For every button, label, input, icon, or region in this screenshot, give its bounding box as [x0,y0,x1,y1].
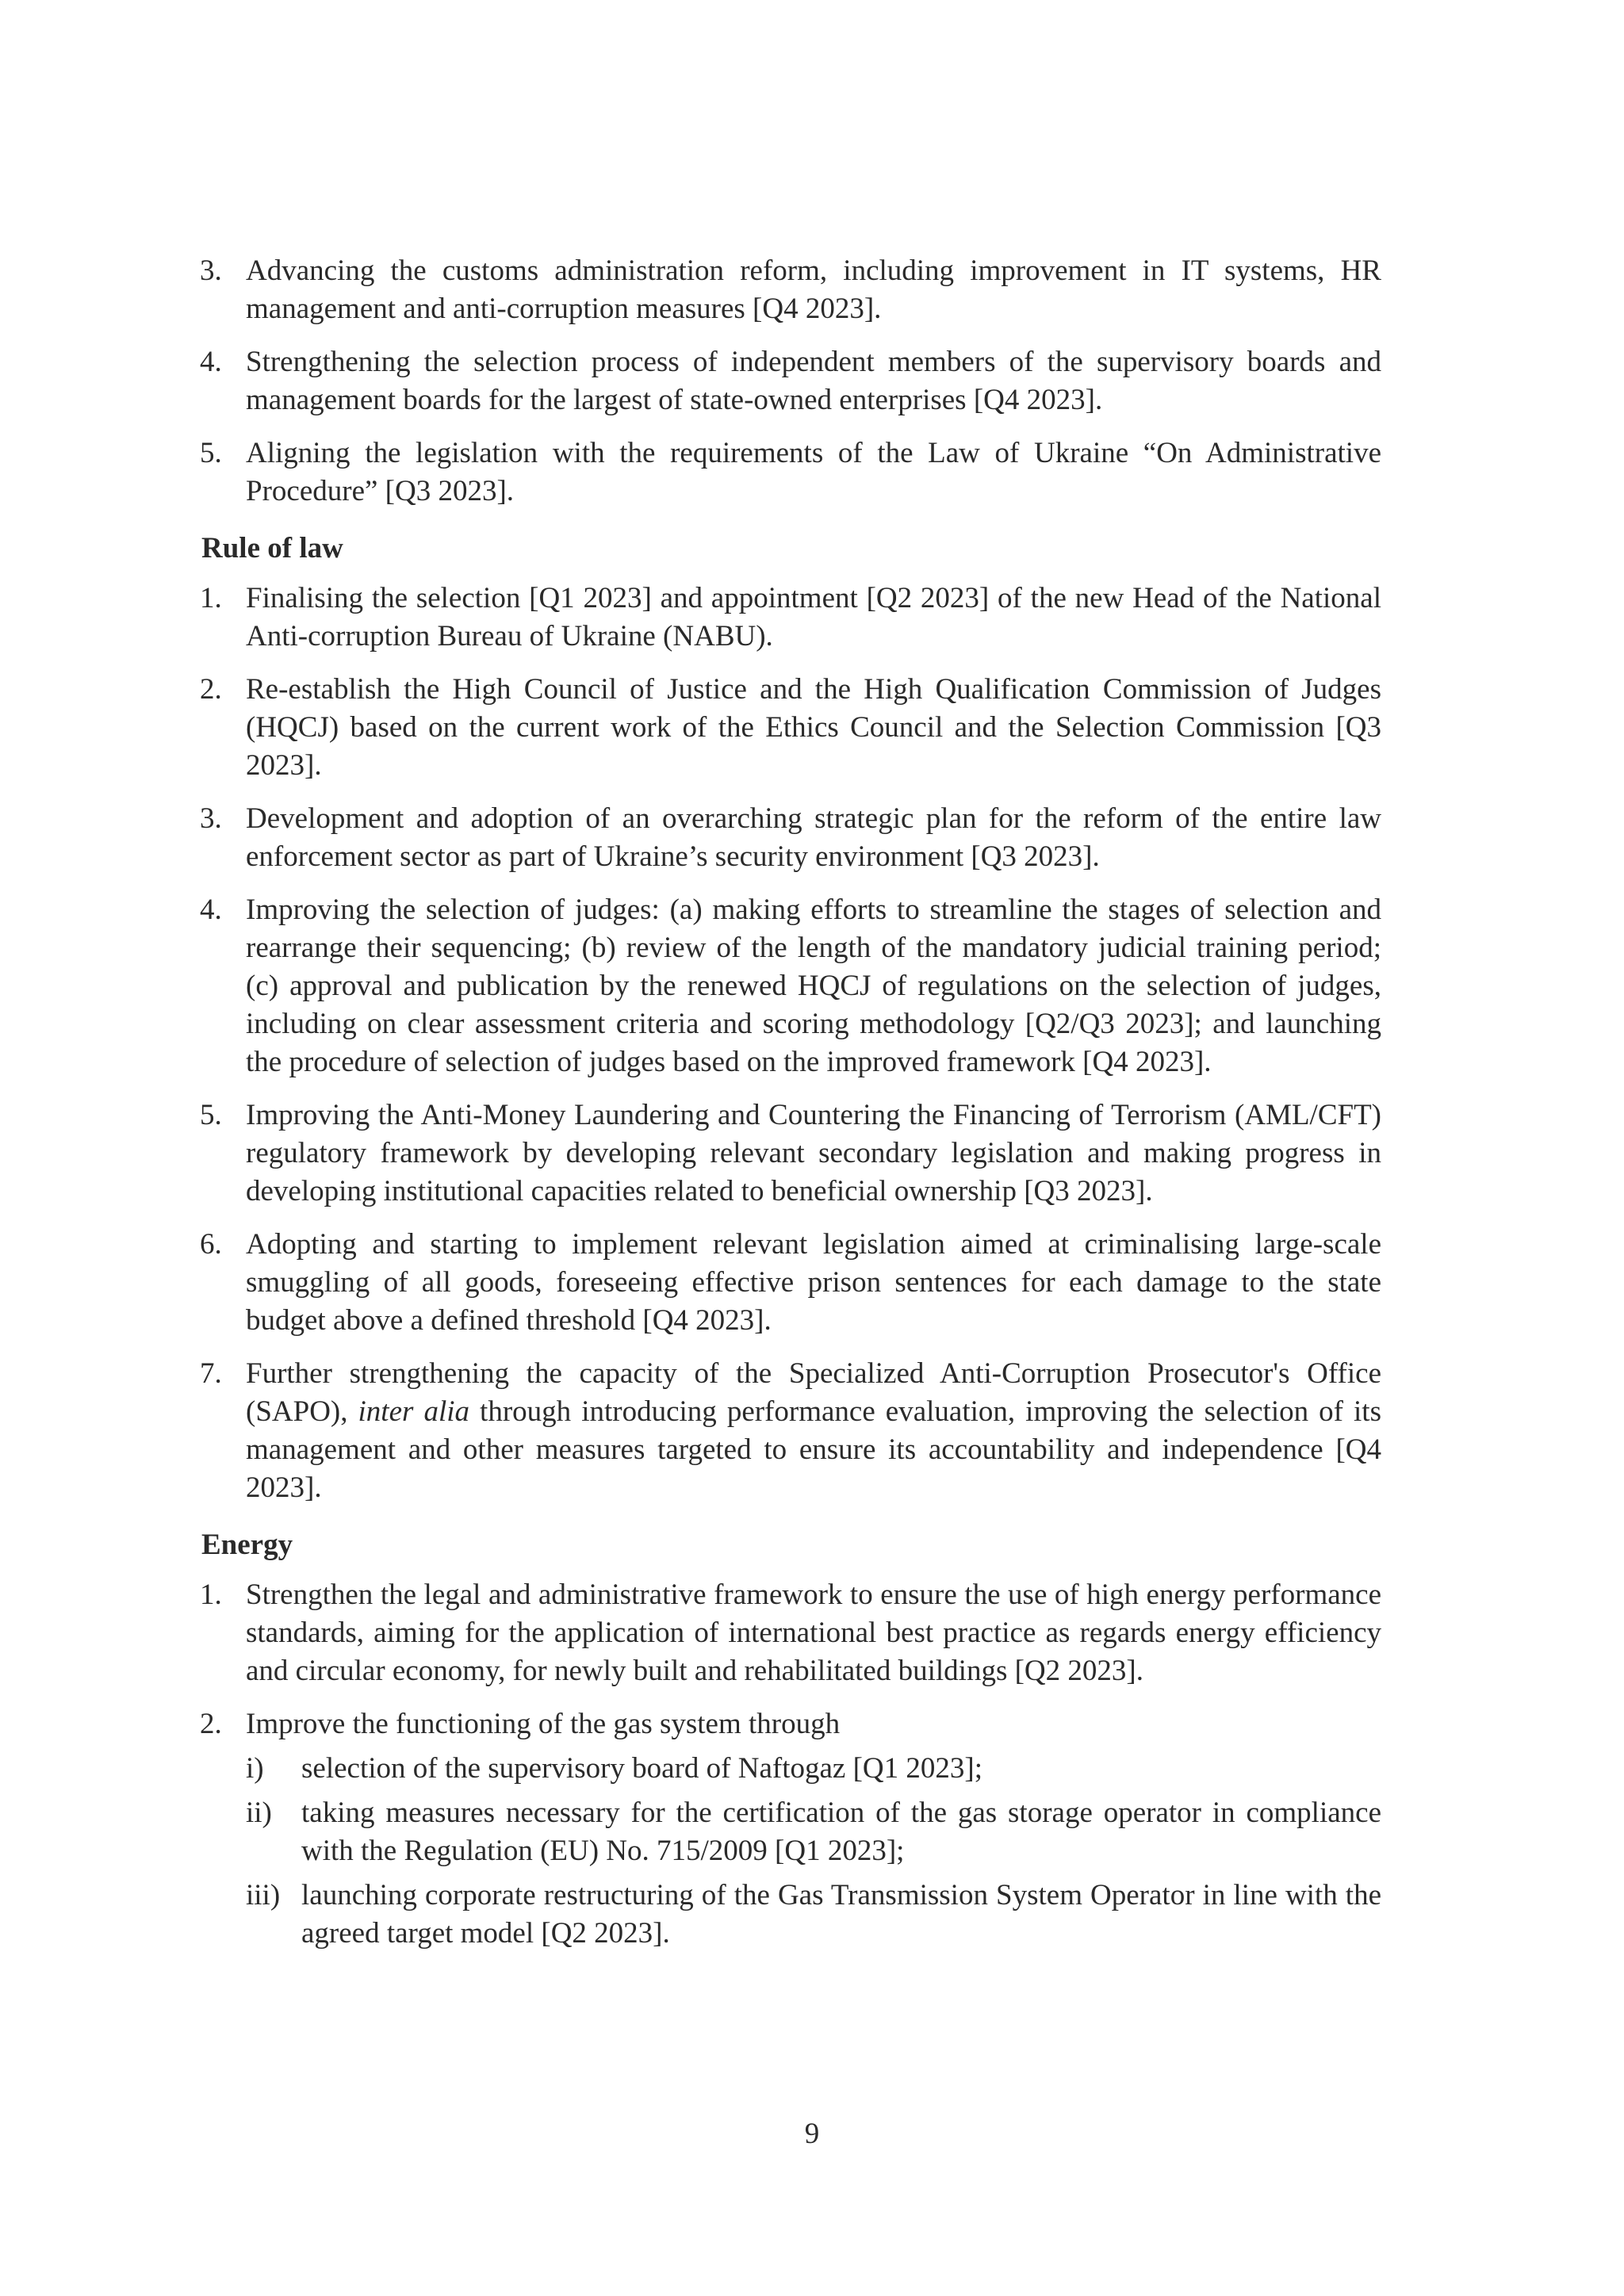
item-number: 5. [200,437,222,469]
item-text-part: Further strengthening the capacity of the Specialized Anti-Corruption Prosecutor's Office (SAPO), [246,1357,1381,1428]
page-content [200,252,1381,1968]
item-text: Development and adoption of an overarching strategic plan for the reform of the entire law enforcement sector as part of Ukraine’s security environment [Q3 2023]. [246,802,1381,873]
item-number: 1. [200,582,222,614]
subitem-number: i) [246,1752,264,1785]
item-number: 3. [200,802,222,835]
page-number: 9 [804,2118,820,2150]
item-text-part: through introducing performance evaluation, improving the selection of its management and other measures targeted to ensure its accountability and independence [Q4 2023]. [246,1395,1381,1504]
item-text: Advancing the customs administration reform, including improvement in IT systems, HR management and anti-corruption measures [Q4 2023]. [246,254,1381,325]
list-item [200,252,1381,328]
item-text-italic: inter alia [358,1395,470,1428]
list-item [200,1576,1381,1690]
subitem-text: taking measures necessary for the certification of the gas storage operator in compliance with the Regulation (EU) No. 715/2009 [Q1 2023]; [301,1797,1381,1867]
item-text: Improving the selection of judges: (a) making efforts to streamline the stages of selection and rearrange their sequencing; (b) review of the length of the mandatory judicial training period; (c) approval and publication by the renewed HQCJ of regulations on the selection of judges, including on clear assessment criteria and scoring methodology [Q2/Q3 2023]; and launching the procedure of selection of judges based on the improved framework [Q4 2023]. [246,894,1381,1078]
list-item [200,1096,1381,1211]
subitem-number: ii) [246,1797,272,1829]
sublist-item [246,1750,1381,1788]
item-number: 2. [200,1708,222,1740]
list-item [200,580,1381,656]
section-heading-energy: Energy [201,1529,293,1561]
list-item [200,1226,1381,1340]
section-heading-rule-of-law: Rule of law [201,532,343,564]
list-item [200,671,1381,785]
sublist-item [246,1877,1381,1953]
list-item [200,434,1381,511]
item-number: 7. [200,1357,222,1390]
item-number: 1. [200,1578,222,1611]
item-text: Finalising the selection [Q1 2023] and appointment [Q2 2023] of the new Head of the National Anti-corruption Bureau of Ukraine (NABU). [246,582,1381,652]
rule-of-law-list [200,580,1381,1507]
list-item [200,343,1381,419]
item-number: 4. [200,346,222,378]
item-number: 3. [200,254,222,287]
item-text: Aligning the legislation with the requirements of the Law of Ukraine “On Administrative Procedure” [Q3 2023]. [246,437,1381,507]
list-continued [200,252,1381,511]
list-item [200,800,1381,876]
item-number: 2. [200,673,222,706]
item-text: Improve the functioning of the gas system through [246,1708,841,1740]
subitem-text: selection of the supervisory board of Naftogaz [Q1 2023]; [301,1752,982,1785]
item-number: 4. [200,894,222,926]
sublist-item [246,1794,1381,1870]
item-text: Improving the Anti-Money Laundering and Countering the Financing of Terrorism (AML/CFT) regulatory framework by developing relevant secondary legislation and making progress in developing institutional capacities related to beneficial ownership [Q3 2023]. [246,1099,1381,1207]
item-number: 6. [200,1228,222,1261]
list-item [200,891,1381,1081]
list-item [200,1705,1381,1953]
item-text: Strengthen the legal and administrative framework to ensure the use of high energy performance standards, aiming for the application of international best practice as regards energy efficiency and circular economy, for newly built and rehabilitated buildings [Q2 2023]. [246,1578,1381,1687]
item-text: Strengthening the selection process of independent members of the supervisory boards and management boards for the largest of state-owned enterprises [Q4 2023]. [246,346,1381,416]
energy-list [200,1576,1381,1953]
item-text: Re-establish the High Council of Justice and the High Qualification Commission of Judges (HQCJ) based on the current work of the Ethics Council and the Selection Commission [Q3 2023]. [246,673,1381,782]
list-item [200,1355,1381,1507]
subitem-text: launching corporate restructuring of the Gas Transmission System Operator in line with the agreed target model [Q2 2023]. [301,1879,1381,1950]
gas-system-sublist [246,1750,1381,1953]
subitem-number: iii) [246,1879,281,1911]
item-text: Adopting and starting to implement relevant legislation aimed at criminalising large-scale smuggling of all goods, foreseeing effective prison sentences for each damage to the state budget above a defined threshold [Q4 2023]. [246,1228,1381,1337]
item-number: 5. [200,1099,222,1131]
